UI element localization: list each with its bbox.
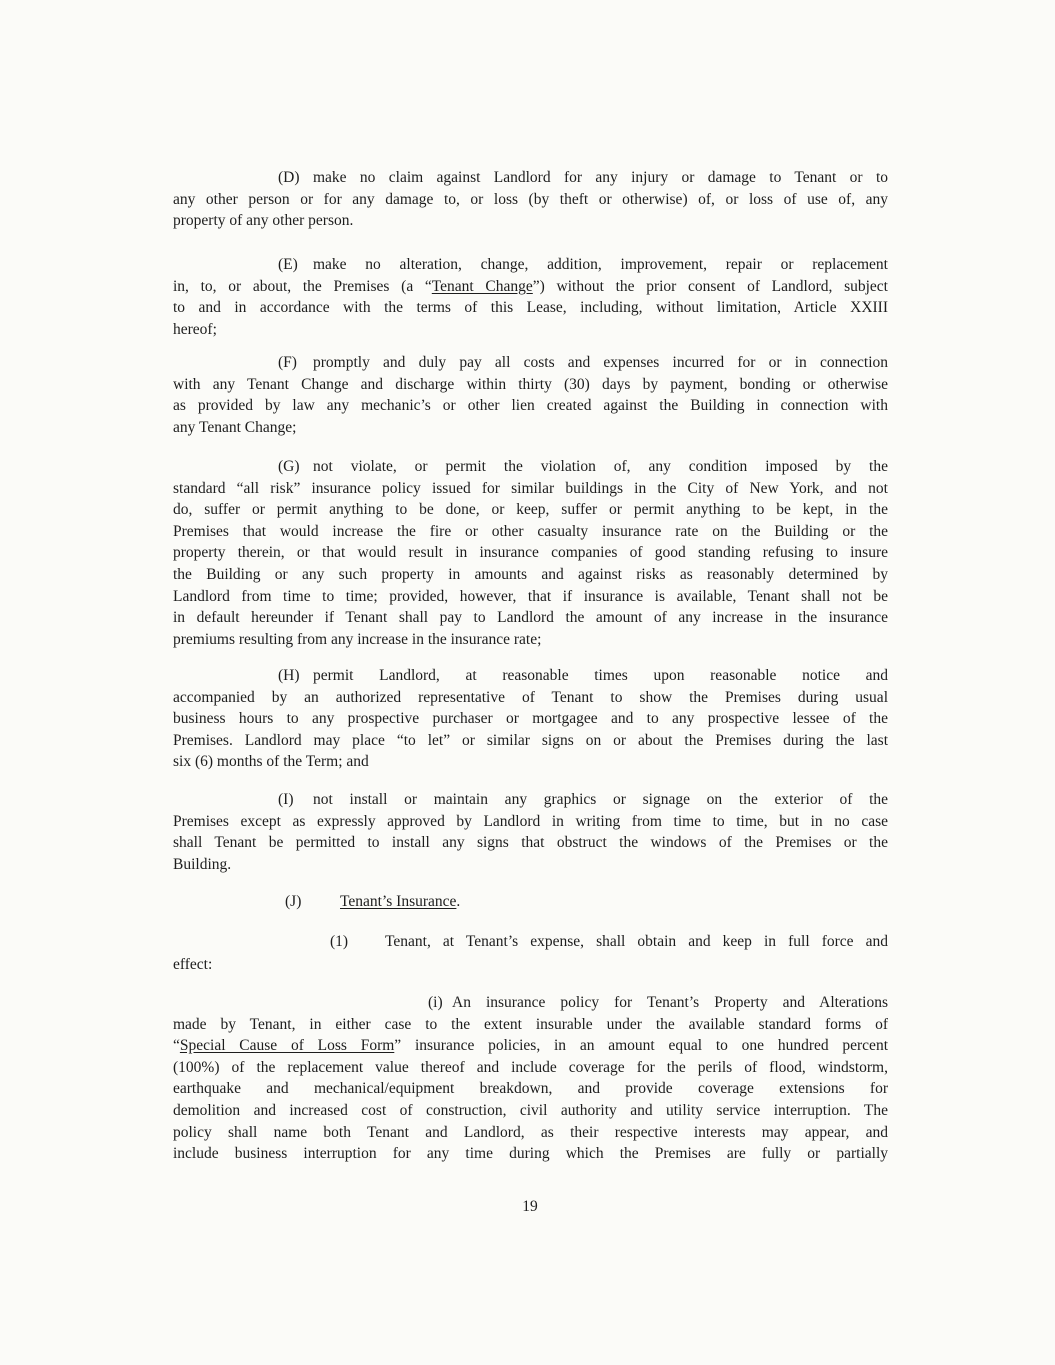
- text-line: Premises except as expressly approved by Landlord in writing from time to time, but in no case: [173, 812, 888, 830]
- text-line: business hours to any prospective purchaser or mortgagee and to any prospective lessee of the: [173, 710, 888, 728]
- text-line: [173, 1035, 888, 1057]
- text-line: standard “all risk” insurance policy issued for similar buildings in the City of New York, and not: [173, 479, 888, 497]
- text-line: Building.: [173, 855, 232, 873]
- paragraph-i: [173, 789, 888, 875]
- heading-text: [340, 891, 888, 913]
- paragraph-label: (I): [278, 791, 294, 808]
- underlined-term: Special Cause of Loss Form: [179, 1037, 395, 1055]
- text-line: [173, 992, 888, 1014]
- paragraph-g: [173, 456, 888, 650]
- paragraph-e: [173, 254, 888, 340]
- section-heading: [173, 891, 888, 913]
- line-text: An insurance policy for Tenant’s Property and Alterations: [452, 994, 888, 1011]
- text-line: [173, 665, 888, 687]
- text-line: earthquake and mechanical/equipment breakdown, and provide coverage extensions for: [173, 1080, 888, 1098]
- text-line: Landlord from time to time; provided, however, that if insurance is available, Tenant shall not be: [173, 587, 888, 605]
- line-text: not install or maintain any graphics or signage on the exterior of the: [313, 791, 888, 808]
- text-line: as provided by law any mechanic’s or other lien created against the Building in connection with: [173, 397, 888, 415]
- paragraph-h: [173, 665, 888, 773]
- line-text: Tenant, at Tenant’s expense, shall obtain and keep in full force and: [385, 933, 888, 950]
- text-line: in default hereunder if Tenant shall pay to Landlord the amount of any increase in the insurance: [173, 609, 888, 627]
- text-line: [173, 789, 888, 811]
- text-line: with any Tenant Change and discharge within thirty (30) days by payment, bonding or otherwise: [173, 375, 888, 393]
- text-line: effect:: [173, 956, 213, 974]
- underlined-term: Tenant’s Insurance: [340, 893, 457, 910]
- heading-punctuation: .: [456, 893, 461, 910]
- line-text: not violate, or permit the violation of, any condition imposed by the: [313, 458, 888, 475]
- text-line: property therein, or that would result in insurance companies of good standing refusing to insure: [173, 544, 888, 562]
- text-line: demolition and increased cost of construction, civil authority and utility service interruption. The: [173, 1101, 888, 1119]
- paragraph-label: (E): [278, 256, 298, 273]
- paragraph-label: (1): [330, 933, 349, 950]
- paragraph-d: [173, 167, 888, 232]
- paragraph-label: (G): [278, 458, 300, 475]
- text-line: premiums resulting from any increase in the insurance rate;: [173, 630, 542, 648]
- line-text: permit Landlord, at reasonable times upon reasonable notice and: [313, 667, 888, 684]
- text-line: (100%) of the replacement value thereof and include coverage for the perils of flood, windstorm,: [173, 1058, 888, 1076]
- underlined-term: Tenant Change: [431, 277, 533, 295]
- line-text: in, to, or about, the Premises (a “: [173, 277, 432, 295]
- text-line: six (6) months of the Term; and: [173, 753, 369, 771]
- text-line: made by Tenant, in either case to the extent insurable under the available standard forms of: [173, 1015, 888, 1033]
- line-text: ” insurance policies, in an amount equal to one hundred percent: [394, 1037, 888, 1055]
- line-text: “: [173, 1037, 180, 1055]
- line-text: promptly and duly pay all costs and expenses incurred for or in connection: [313, 354, 888, 371]
- text-line: Premises that would increase the fire or other casualty insurance rate on the Building or the: [173, 522, 888, 540]
- text-line: do, suffer or permit anything to be done, or keep, suffer or permit anything to be kept, in the: [173, 501, 888, 519]
- paragraph-label: (D): [278, 169, 300, 186]
- paragraph-j: [173, 891, 888, 913]
- line-text: make no claim against Landlord for any injury or damage to Tenant or to: [313, 169, 888, 186]
- paragraph-f: [173, 352, 888, 438]
- text-line: any other person or for any damage to, or loss (by theft or otherwise) of, or loss of use of, any: [173, 190, 888, 208]
- line-text: make no alteration, change, addition, improvement, repair or replacement: [313, 256, 888, 273]
- paragraph-label: (F): [278, 354, 297, 371]
- paragraph-label: (J): [285, 893, 302, 910]
- text-line: [173, 352, 888, 374]
- text-line: [173, 276, 888, 298]
- text-line: the Building or any such property in amounts and against risks as reasonably determined by: [173, 565, 888, 583]
- subparagraph-1: [173, 931, 888, 976]
- text-line: Premises. Landlord may place “to let” or similar signs on or about the Premises during the last: [173, 731, 888, 749]
- text-line: [173, 931, 888, 953]
- text-line: [173, 254, 888, 276]
- text-line: policy shall name both Tenant and Landlord, as their respective interests may appear, and: [173, 1123, 888, 1141]
- text-line: to and in accordance with the terms of this Lease, including, without limitation, Article XXIII: [173, 299, 888, 317]
- text-line: any Tenant Change;: [173, 418, 297, 436]
- line-text: ”) without the prior consent of Landlord, subject: [532, 277, 888, 295]
- paragraph-label: (H): [278, 667, 300, 684]
- text-line: [173, 456, 888, 478]
- page-number: 19: [522, 1198, 538, 1215]
- text-line: property of any other person.: [173, 212, 354, 230]
- text-line: [173, 167, 888, 189]
- text-line: include business interruption for any time during which the Premises are fully or partially: [173, 1145, 888, 1163]
- text-line: accompanied by an authorized representative of Tenant to show the Premises during usual: [173, 688, 888, 706]
- clause-i: [173, 992, 888, 1165]
- text-line: hereof;: [173, 320, 217, 338]
- text-line: shall Tenant be permitted to install any signs that obstruct the windows of the Premises or the: [173, 834, 888, 852]
- paragraph-label: (i): [428, 994, 443, 1011]
